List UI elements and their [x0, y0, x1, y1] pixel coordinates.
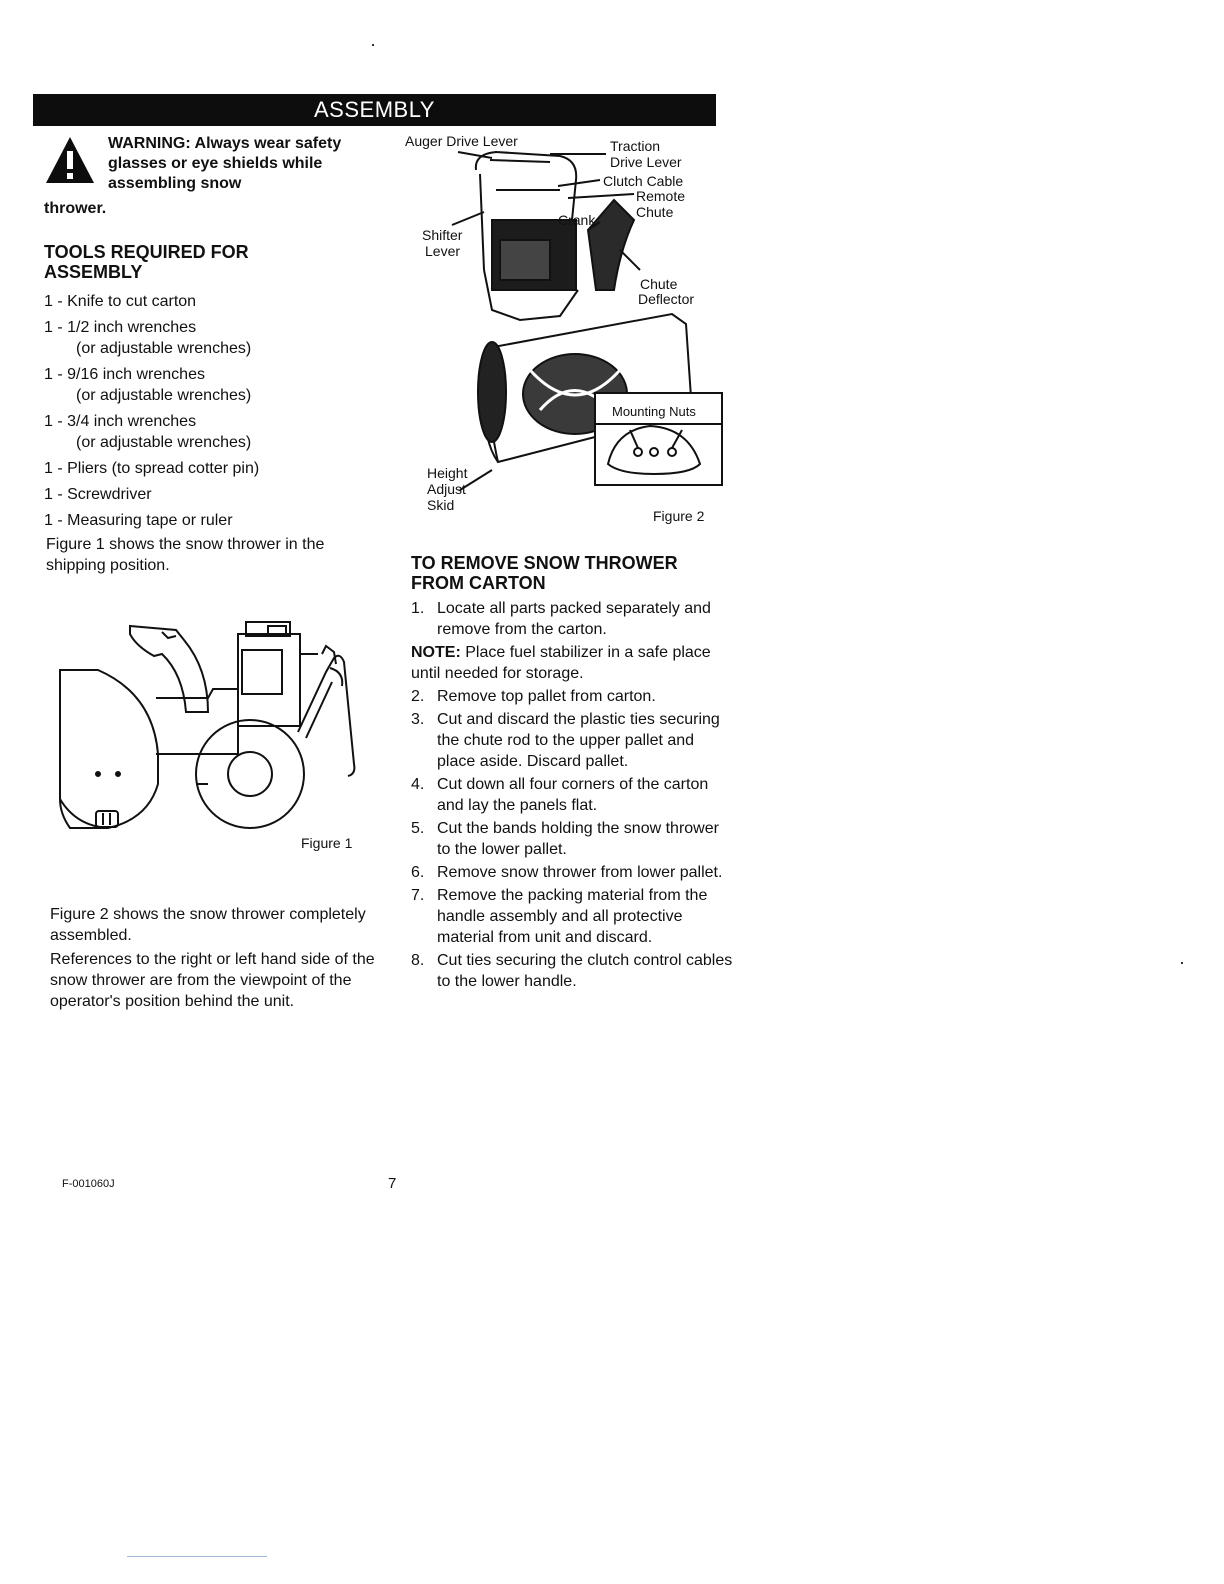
section-banner: ASSEMBLY — [33, 94, 716, 126]
divider — [127, 1556, 267, 1557]
figure1-caption: Figure 1 — [301, 835, 353, 851]
remove-carton-heading: TO REMOVE SNOW THROWER FROM CARTON — [411, 553, 678, 593]
figure1-snow-thrower-drawing — [58, 614, 364, 836]
label-shifter: Shifter — [422, 227, 463, 243]
list-item: 4. Cut down all four corners of the carton and lay the panels flat. — [411, 776, 709, 814]
label-remote: Remote — [636, 188, 686, 204]
tool-item: 1 - Knife to cut carton — [44, 293, 197, 310]
label-deflector: Deflector — [638, 291, 695, 307]
label-crank: Crank — [558, 212, 596, 228]
tool-item: 1 - 1/2 inch wrenches (or adjustable wrenches) — [44, 319, 252, 357]
tool-item: 1 - 3/4 inch wrenches (or adjustable wrenches) — [44, 413, 252, 451]
label-adjust: Adjust — [427, 481, 466, 497]
tool-item: 1 - Measuring tape or ruler — [44, 512, 233, 529]
tool-item: 1 - Pliers (to spread cotter pin) — [44, 460, 260, 477]
tools-list — [44, 291, 374, 536]
warning-triangle-icon — [44, 135, 96, 185]
figure1-intro: Figure 1 shows the snow thrower in the shipping position. — [46, 536, 325, 574]
list-item: 3. Cut and discard the plastic ties securing the chute rod to the upper pallet and place aside. Discard pallet. — [411, 711, 720, 770]
figure2-caption: Figure 2 — [653, 508, 705, 524]
label-chute: Chute — [640, 276, 678, 292]
figure2-intro: Figure 2 shows the snow thrower completely assembled. — [50, 906, 366, 944]
speck — [1181, 962, 1183, 964]
label-height: Height — [427, 465, 468, 481]
remove-steps-list — [411, 598, 735, 994]
list-item: 8. Cut ties securing the clutch control cables to the lower handle. — [411, 952, 733, 990]
label-drive-lever: Drive Lever — [610, 154, 682, 170]
warning-text-tail: thrower. — [44, 200, 107, 217]
tool-item: 1 - 9/16 inch wrenches (or adjustable wrenches) — [44, 366, 252, 404]
speck — [372, 44, 374, 46]
list-item: 7. Remove the packing material from the handle assembly and all protective material from unit and discard. — [411, 887, 708, 946]
label-clutch-cable: Clutch Cable — [603, 173, 684, 189]
warning-text: WARNING: Always wear safety glasses or eye shields while assembling snow — [108, 135, 342, 192]
tool-item: 1 - Screwdriver — [44, 486, 152, 503]
list-item: 6. Remove snow thrower from lower pallet. — [411, 864, 723, 881]
note: NOTE: Place fuel stabilizer in a safe place until needed for storage. — [411, 644, 711, 682]
references-paragraph: References to the right or left hand side of the snow thrower are from the viewpoint of the operator's position behind the unit. — [50, 951, 375, 1010]
label-mounting-nuts: Mounting Nuts — [612, 404, 696, 419]
label-auger-drive-lever: Auger Drive Lever — [405, 133, 518, 149]
page-number: 7 — [388, 1175, 397, 1192]
label-skid: Skid — [427, 497, 455, 513]
label-chute: Chute — [636, 204, 674, 220]
document-code: F-001060J — [62, 1178, 115, 1190]
list-item: 1. Locate all parts packed separately and remove from the carton. — [411, 600, 711, 638]
list-item: 5. Cut the bands holding the snow thrower to the lower pallet. — [411, 820, 719, 858]
label-lever: Lever — [425, 243, 461, 259]
label-traction: Traction — [610, 138, 661, 154]
list-item: 2. Remove top pallet from carton. — [411, 688, 656, 705]
tools-heading: TOOLS REQUIRED FOR ASSEMBLY — [44, 242, 249, 282]
